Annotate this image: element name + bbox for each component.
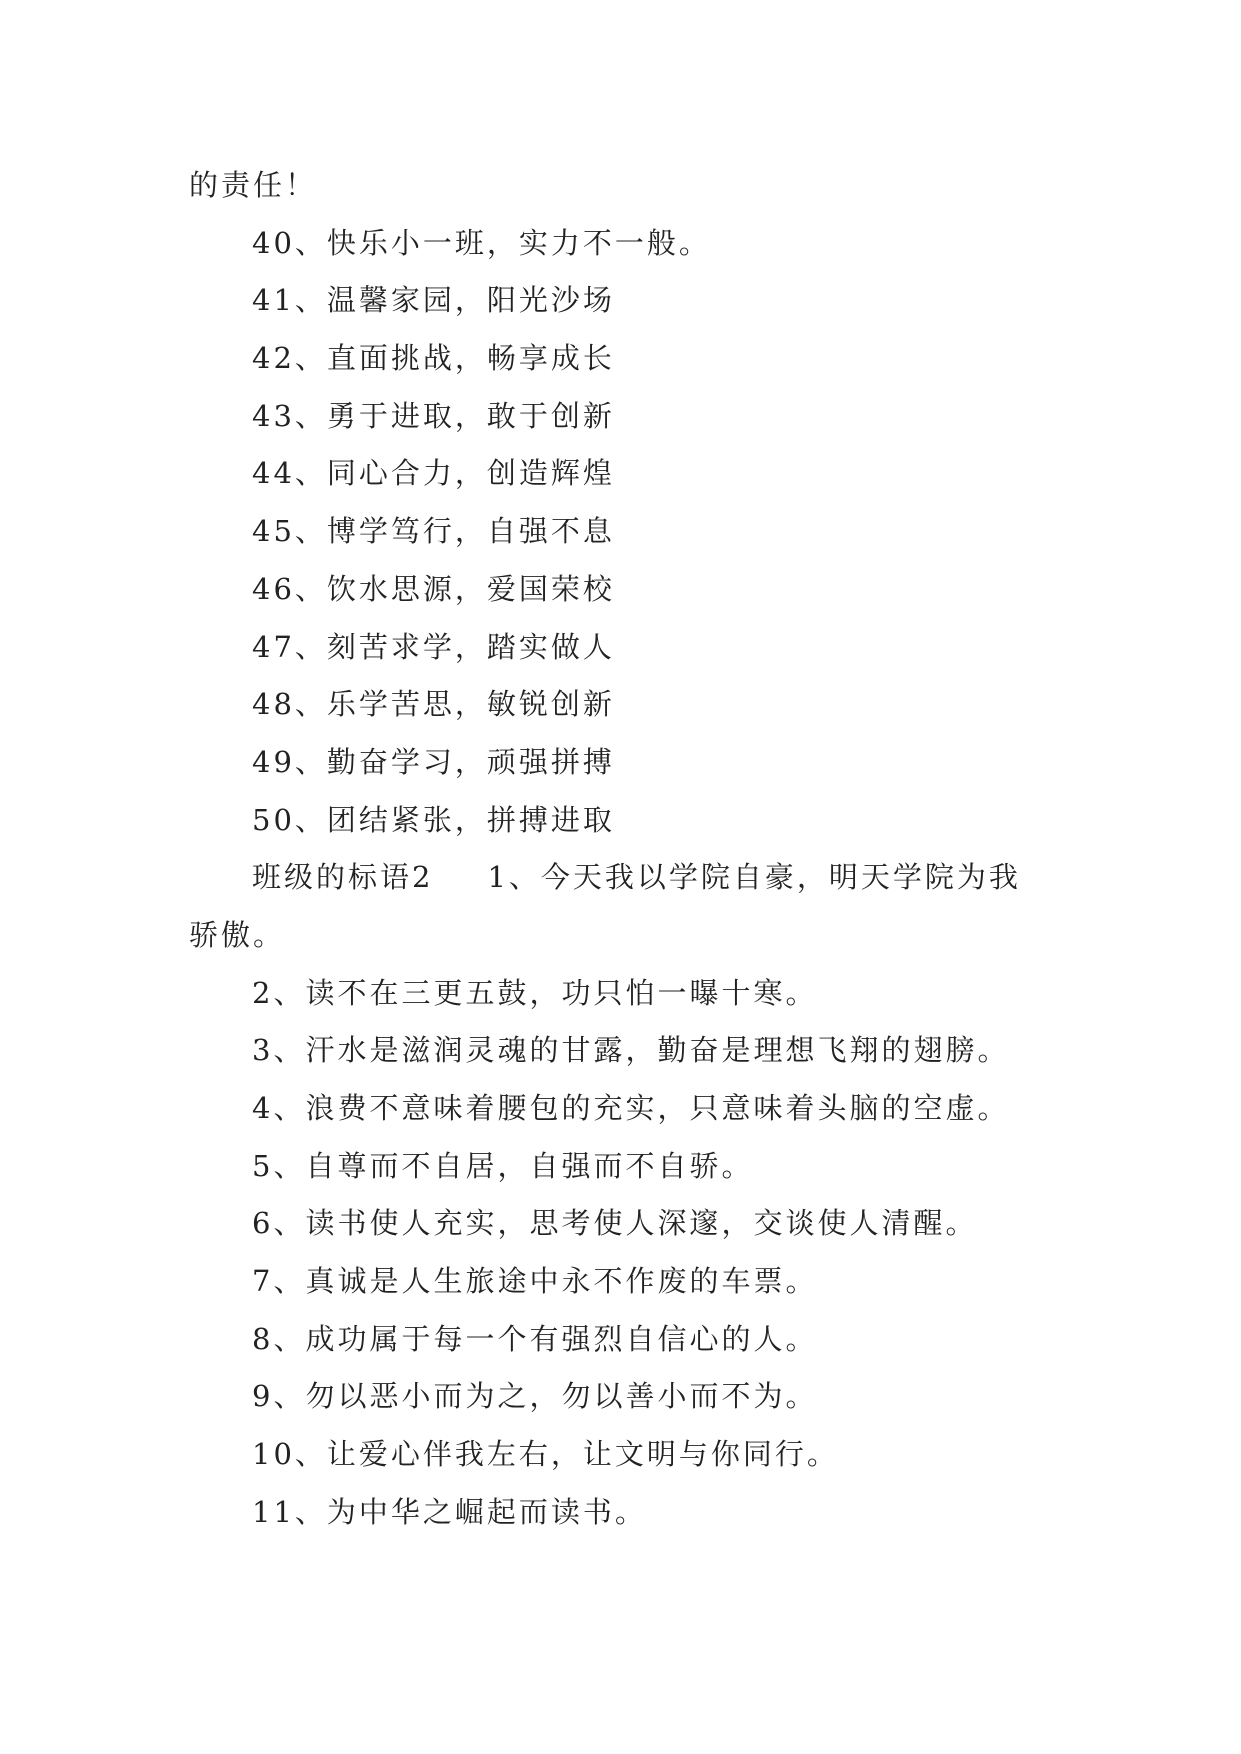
slogan-item: 41、温馨家园，阳光沙场: [252, 283, 615, 318]
document-body: [189, 157, 1069, 1542]
slogan-item: 8、成功属于每一个有强烈自信心的人。: [252, 1321, 818, 1356]
slogan-item: 11、为中华之崛起而读书。: [252, 1494, 647, 1529]
slogan-item: 5、自尊而不自居，自强而不自骄。: [252, 1148, 754, 1183]
text-line: 的责任！: [189, 168, 318, 202]
slogan-item: 7、真诚是人生旅途中永不作废的车票。: [252, 1264, 818, 1299]
slogan-item: 10、让爱心伴我左右，让文明与你同行。: [252, 1437, 839, 1472]
slogan-item: 47、刻苦求学，踏实做人: [252, 629, 615, 664]
slogan-item: 40、快乐小一班，实力不一般。: [252, 225, 711, 260]
section-heading-line: [189, 849, 1069, 907]
slogan-item: 45、博学笃行，自强不息: [252, 514, 615, 549]
slogan-item: 3、汗水是滋润灵魂的甘露，勤奋是理想飞翔的翅膀。: [252, 1033, 1010, 1068]
slogan-item: 2、读不在三更五鼓，功只怕一曝十寒。: [252, 975, 818, 1010]
slogan-item: 1、今天我以学院自豪，明天学院为我: [487, 860, 1021, 895]
slogan-item: 43、勇于进取，敢于创新: [252, 398, 615, 433]
slogan-item: 42、直面挑战，畅享成长: [252, 341, 615, 376]
section-heading: 班级的标语2: [252, 860, 434, 895]
slogan-item: 46、饮水思源，爱国荣校: [252, 571, 615, 606]
slogan-item: 48、乐学苦思，敏锐创新: [252, 687, 615, 722]
slogan-item: 49、勤奋学习，顽强拼搏: [252, 744, 615, 779]
slogan-item: 44、同心合力，创造辉煌: [252, 456, 615, 491]
slogan-item: 9、勿以恶小而为之，勿以善小而不为。: [252, 1379, 818, 1414]
slogan-item: 4、浪费不意味着腰包的充实，只意味着头脑的空虚。: [252, 1091, 1010, 1125]
slogan-item: 50、团结紧张，拼搏进取: [252, 802, 615, 837]
slogan-item-continuation: 骄傲。: [189, 917, 286, 952]
slogan-item: 6、读书使人充实，思考使人深邃，交谈使人清醒。: [252, 1206, 978, 1241]
